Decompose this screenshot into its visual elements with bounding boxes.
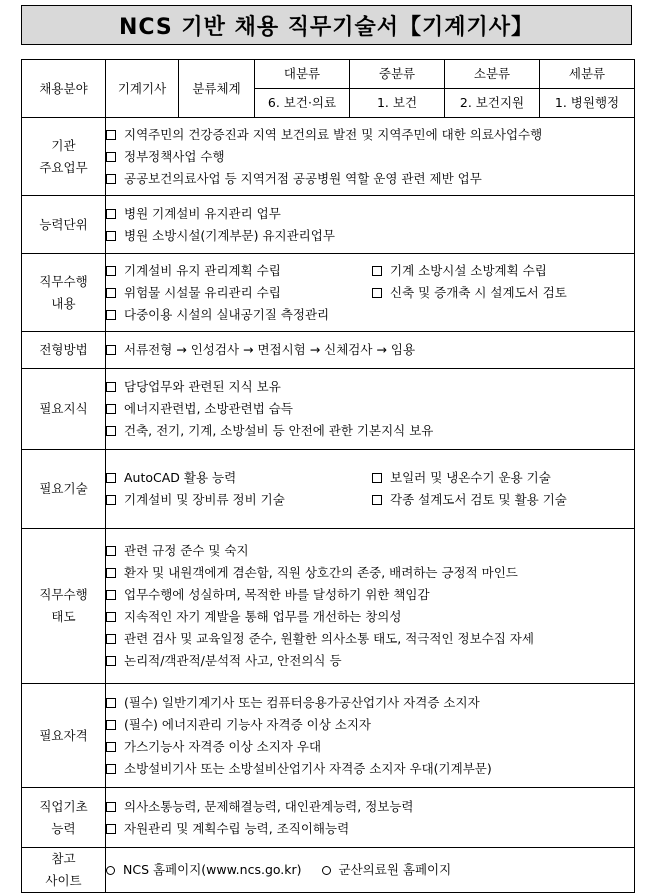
- list-item: 기계설비 유지 관리계획 수립: [106, 260, 372, 282]
- checkbox-icon: [372, 288, 382, 298]
- selection-method-content: [106, 332, 635, 369]
- checkbox-icon: [106, 612, 116, 622]
- circle-bullet-icon: [106, 866, 115, 875]
- field-label: 채용분야: [22, 60, 106, 118]
- list-item: 정부정책사업 수행: [106, 146, 634, 168]
- reference-site-label: 참고 사이트: [22, 848, 106, 893]
- checkbox-icon: [106, 802, 116, 812]
- hospital-site-link[interactable]: 군산의료원 홈페이지: [322, 859, 452, 881]
- selection-method-label: 전형방법: [22, 332, 106, 369]
- checkbox-icon: [106, 426, 116, 436]
- required-qualification-content: [106, 684, 635, 788]
- list-item: 업무수행에 성실하며, 목적한 바를 달성하기 위한 책임감: [106, 584, 634, 606]
- checkbox-icon: [106, 231, 116, 241]
- page-title: NCS 기반 채용 직무기술서【기계기사】: [21, 5, 632, 45]
- checkbox-icon: [106, 209, 116, 219]
- basic-ability-label: 직업기초 능력: [22, 788, 106, 848]
- checkbox-icon: [106, 404, 116, 414]
- major-class-header: 대분류: [255, 60, 350, 89]
- checkbox-icon: [106, 130, 116, 140]
- list-item: 관련 규정 준수 및 숙지: [106, 540, 634, 562]
- list-item: 병원 기계설비 유지관리 업무: [106, 203, 634, 225]
- duty-content: [106, 254, 635, 332]
- list-item: 가스기능사 자격증 이상 소지자 우대: [106, 736, 634, 758]
- list-item: 다중이용 시설의 실내공기질 측정관리: [106, 304, 634, 326]
- required-knowledge-label: 필요지식: [22, 369, 106, 450]
- middle-class-value: 1. 보건: [350, 89, 445, 118]
- list-item: 관련 검사 및 교육일정 준수, 원활한 의사소통 태도, 적극적인 정보수집 자세: [106, 628, 634, 650]
- ability-unit-label: 능력단위: [22, 196, 106, 254]
- sub-class-header: 세분류: [540, 60, 635, 89]
- sub-class-value: 1. 병원행정: [540, 89, 635, 118]
- checkbox-icon: [372, 495, 382, 505]
- duty-content-label: 직무수행 내용: [22, 254, 106, 332]
- checkbox-icon: [106, 152, 116, 162]
- checkbox-icon: [106, 288, 116, 298]
- list-item: 소방설비기사 또는 소방설비산업기사 자격증 소지자 우대(기계부문): [106, 758, 634, 780]
- checkbox-icon: [106, 590, 116, 600]
- list-item: 각종 설계도서 검토 및 활용 기술: [372, 489, 634, 511]
- list-item: 지역주민의 건강증진과 지역 보건의료 발전 및 지역주민에 대한 의료사업수행: [106, 124, 634, 146]
- org-duties-label: 기관 주요업무: [22, 118, 106, 196]
- list-item: 의사소통능력, 문제해결능력, 대인관계능력, 정보능력: [106, 796, 634, 818]
- middle-class-header: 중분류: [350, 60, 445, 89]
- work-attitude-content: [106, 529, 635, 684]
- list-item: 건축, 전기, 기계, 소방설비 등 안전에 관한 기본지식 보유: [106, 420, 634, 442]
- list-item: 보일러 및 냉온수기 운용 기술: [372, 467, 634, 489]
- list-item: 기계설비 및 장비류 정비 기술: [106, 489, 372, 511]
- list-item: 기계 소방시설 소방계획 수립: [372, 260, 634, 282]
- list-item: 자원관리 및 계획수립 능력, 조직이해능력: [106, 818, 634, 840]
- list-item: 에너지관련법, 소방관련법 습득: [106, 398, 634, 420]
- checkbox-icon: [106, 174, 116, 184]
- checkbox-icon: [106, 764, 116, 774]
- required-skill-label: 필요기술: [22, 450, 106, 529]
- checkbox-icon: [106, 824, 116, 834]
- required-qualification-label: 필요자격: [22, 684, 106, 788]
- major-class-value: 6. 보건·의료: [255, 89, 350, 118]
- circle-bullet-icon: [322, 866, 331, 875]
- checkbox-icon: [372, 473, 382, 483]
- org-duties-content: [106, 118, 635, 196]
- classification-label: 분류체계: [179, 60, 255, 118]
- checkbox-icon: [372, 266, 382, 276]
- required-knowledge-content: [106, 369, 635, 450]
- list-item: 위험물 시설물 유리관리 수립: [106, 282, 372, 304]
- ability-unit-content: [106, 196, 635, 254]
- required-skill-content: [106, 450, 635, 529]
- checkbox-icon: [106, 568, 116, 578]
- basic-ability-content: [106, 788, 635, 848]
- checkbox-icon: [106, 634, 116, 644]
- list-item: 병원 소방시설(기계부문) 유지관리업무: [106, 225, 634, 247]
- field-value: 기계기사: [106, 60, 179, 118]
- list-item: 공공보건의료사업 등 지역거점 공공병원 역할 운영 관련 제반 업무: [106, 168, 634, 190]
- list-item: 환자 및 내원객에게 겸손함, 직원 상호간의 존중, 배려하는 긍정적 마인드: [106, 562, 634, 584]
- checkbox-icon: [106, 310, 116, 320]
- list-item: (필수) 일반기계기사 또는 컴퓨터응용가공산업기사 자격증 소지자: [106, 692, 634, 714]
- checkbox-icon: [106, 473, 116, 483]
- job-description-table: [21, 59, 635, 893]
- minor-class-header: 소분류: [445, 60, 540, 89]
- checkbox-icon: [106, 698, 116, 708]
- checkbox-icon: [106, 656, 116, 666]
- list-item: 담당업무와 관련된 지식 보유: [106, 376, 634, 398]
- list-item: 지속적인 자기 계발을 통해 업무를 개선하는 창의성: [106, 606, 634, 628]
- checkbox-icon: [106, 382, 116, 392]
- list-item: 서류전형 → 인성검사 → 면접시험 → 신체검사 → 임용: [106, 339, 634, 361]
- checkbox-icon: [106, 720, 116, 730]
- list-item: 논리적/객관적/분석적 사고, 안전의식 등: [106, 650, 634, 672]
- ncs-site-link[interactable]: NCS 홈페이지(www.ncs.go.kr): [106, 859, 302, 881]
- minor-class-value: 2. 보건지원: [445, 89, 540, 118]
- list-item: (필수) 에너지관리 기능사 자격증 이상 소지자: [106, 714, 634, 736]
- checkbox-icon: [106, 546, 116, 556]
- work-attitude-label: 직무수행 태도: [22, 529, 106, 684]
- checkbox-icon: [106, 742, 116, 752]
- checkbox-icon: [106, 266, 116, 276]
- checkbox-icon: [106, 495, 116, 505]
- list-item: AutoCAD 활용 능력: [106, 467, 372, 489]
- list-item: 신축 및 증개축 시 설계도서 검토: [372, 282, 634, 304]
- checkbox-icon: [106, 345, 116, 355]
- reference-site-content: [106, 848, 635, 893]
